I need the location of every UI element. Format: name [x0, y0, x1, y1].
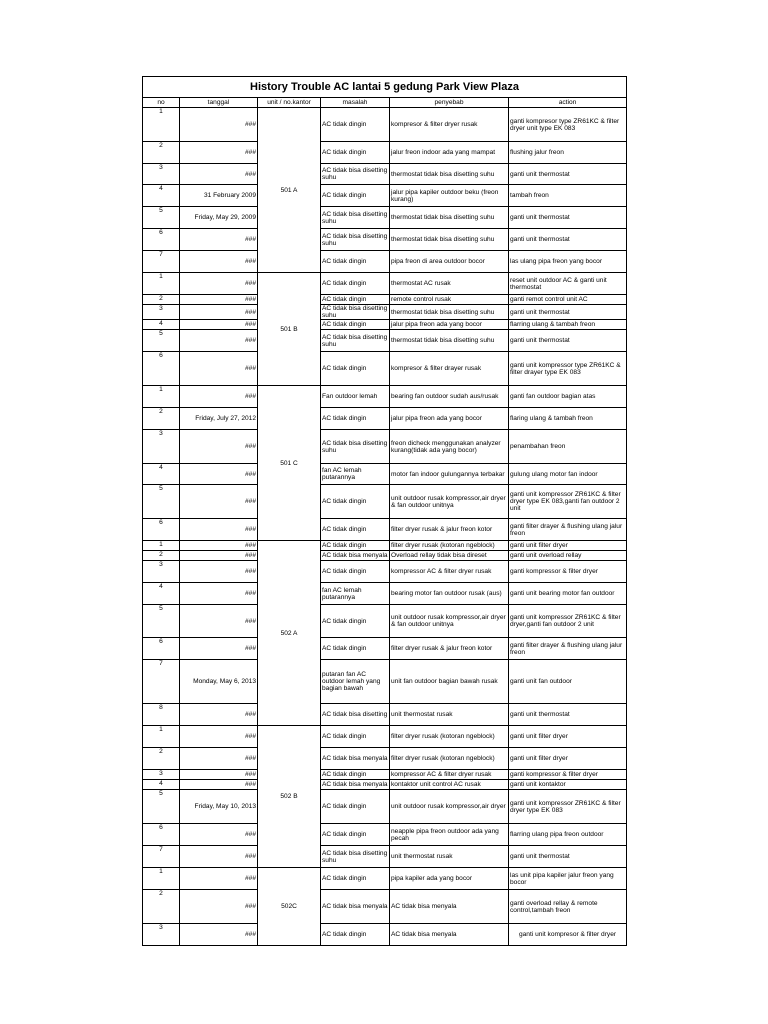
cell-action: ganti unit kompresor & filter dryer	[509, 924, 627, 946]
table-row	[143, 229, 627, 251]
cell-action: ganti unit thermostat	[509, 164, 627, 185]
cell-penyebab: jalur freon indoor ada yang mampat	[390, 142, 509, 164]
table-row	[143, 824, 627, 846]
cell-penyebab: kontaktor unit control AC rusak	[390, 780, 509, 790]
cell-tanggal: ###	[180, 551, 258, 561]
cell-action: ganti unit thermostat	[509, 207, 627, 229]
cell-masalah: AC tidak dingin	[321, 485, 390, 519]
table-row	[143, 551, 627, 561]
cell-tanggal: ###	[180, 295, 258, 305]
cell-tanggal: ###	[180, 561, 258, 583]
cell-no: 4	[143, 185, 180, 207]
table-row	[143, 185, 627, 207]
cell-no: 1	[143, 726, 180, 748]
cell-action: ganti unit kompressor ZR61KC & filter dryer type EK 083	[509, 790, 627, 824]
cell-masalah: AC tidak dingin	[321, 273, 390, 295]
cell-penyebab: thermostat tidak bisa disetting suhu	[390, 305, 509, 320]
cell-no: 2	[143, 551, 180, 561]
table-row	[143, 790, 627, 824]
table-row	[143, 330, 627, 352]
cell-penyebab: unit outdoor rusak kompressor,air dryer & fan outdoor unitnya	[390, 605, 509, 638]
cell-action: ganti unit filter dryer	[509, 726, 627, 748]
cell-penyebab: kompresor & filter drayer rusak	[390, 352, 509, 386]
cell-action: ganti unit filter dryer	[509, 748, 627, 770]
cell-tanggal: ###	[180, 273, 258, 295]
cell-tanggal: ###	[180, 868, 258, 890]
table-row	[143, 704, 627, 726]
cell-action: ganti fan outdoor bagian atas	[509, 386, 627, 408]
cell-masalah: AC tidak dingin	[321, 605, 390, 638]
cell-no: 3	[143, 924, 180, 946]
cell-penyebab: thermostat tidak bisa disetting suhu	[390, 164, 509, 185]
cell-masalah: AC tidak bisa disetting suhu	[321, 846, 390, 868]
title-row	[143, 77, 627, 98]
cell-penyebab: AC tidak bisa menyala	[390, 890, 509, 924]
trouble-history-table	[142, 76, 627, 946]
cell-action: ganti unit kompressor ZR61KC & filter dryer,ganti fan outdoor 2 unit	[509, 605, 627, 638]
cell-masalah: Fan outdoor lemah	[321, 386, 390, 408]
cell-action: ganti unit kompressor ZR61KC & filter dryer type EK 083,ganti fan outdoor 2 unit	[509, 485, 627, 519]
cell-tanggal: ###	[180, 386, 258, 408]
table-row	[143, 352, 627, 386]
cell-masalah: AC tidak dingin	[321, 924, 390, 946]
cell-action: ganti filter drayer & flushing ulang jalur freon	[509, 638, 627, 660]
cell-penyebab: filter dryer rusak (kotoran ngeblock)	[390, 541, 509, 551]
cell-tanggal: ###	[180, 770, 258, 780]
cell-no: 1	[143, 868, 180, 890]
cell-unit: 501 C	[258, 386, 321, 541]
table-row	[143, 541, 627, 551]
cell-action: ganti kompressor & filter dryer	[509, 770, 627, 780]
sheet-title: History Trouble AC lantai 5 gedung Park View Plaza	[143, 77, 627, 98]
cell-action: ganti unit thermostat	[509, 305, 627, 320]
cell-action: penambahan freon	[509, 430, 627, 464]
table-row	[143, 638, 627, 660]
header-unit: unit / no.kantor	[258, 98, 321, 108]
table-row	[143, 846, 627, 868]
cell-masalah: AC tidak bisa disetting suhu	[321, 330, 390, 352]
cell-action: ganti unit bearing motor fan outdoor	[509, 583, 627, 605]
table-row	[143, 108, 627, 142]
cell-unit: 501 A	[258, 108, 321, 273]
cell-tanggal: ###	[180, 485, 258, 519]
header-row	[143, 98, 627, 108]
cell-no: 2	[143, 748, 180, 770]
cell-penyebab: kompressor AC & filter dryer rusak	[390, 561, 509, 583]
cell-tanggal: Monday, May 6, 2013	[180, 660, 258, 704]
cell-action: ganti unit thermostat	[509, 229, 627, 251]
cell-no: 5	[143, 790, 180, 824]
cell-penyebab: filter dryer rusak & jalur freon kotor	[390, 519, 509, 541]
cell-action: ganti filter drayer & flushing ulang jalur freon	[509, 519, 627, 541]
cell-no: 3	[143, 305, 180, 320]
cell-masalah: AC tidak dingin	[321, 770, 390, 780]
cell-tanggal: ###	[180, 541, 258, 551]
cell-action: ganti unit filter dryer	[509, 541, 627, 551]
cell-no: 4	[143, 583, 180, 605]
cell-penyebab: filter dryer rusak (kotoran ngeblock)	[390, 726, 509, 748]
cell-penyebab: bearing fan outdoor sudah aus/rusak	[390, 386, 509, 408]
cell-masalah: AC tidak dingin	[321, 790, 390, 824]
cell-no: 3	[143, 430, 180, 464]
cell-penyebab: pipa freon di area outdoor bocor	[390, 251, 509, 273]
cell-action: ganti unit kompressor type ZR61KC & filter drayer type EK 083	[509, 352, 627, 386]
cell-unit: 502C	[258, 868, 321, 946]
cell-no: 2	[143, 295, 180, 305]
cell-masalah: AC tidak bisa disetting suhu	[321, 207, 390, 229]
cell-tanggal: ###	[180, 605, 258, 638]
cell-no: 1	[143, 386, 180, 408]
cell-no: 7	[143, 251, 180, 273]
header-masalah: masalah	[321, 98, 390, 108]
cell-action: ganti unit overload rellay	[509, 551, 627, 561]
table-row	[143, 164, 627, 185]
cell-tanggal: ###	[180, 780, 258, 790]
cell-tanggal: ###	[180, 330, 258, 352]
cell-action: flarring ulang & tambah freon	[509, 320, 627, 330]
cell-no: 2	[143, 408, 180, 430]
cell-action: ganti kompresor type ZR61KC & filter dryer unit type EK 083	[509, 108, 627, 142]
cell-no: 6	[143, 352, 180, 386]
cell-tanggal: ###	[180, 846, 258, 868]
trouble-history-sheet	[142, 76, 626, 946]
cell-masalah: AC tidak bisa disetting suhu	[321, 430, 390, 464]
cell-action: ganti kompressor & filter dryer	[509, 561, 627, 583]
cell-unit: 501 B	[258, 273, 321, 386]
table-row	[143, 273, 627, 295]
cell-penyebab: jalur pipa freon ada yang bocor	[390, 408, 509, 430]
cell-penyebab: neapple pipa freon outdoor ada yang pecah	[390, 824, 509, 846]
cell-no: 7	[143, 846, 180, 868]
cell-action: ganti unit fan outdoor	[509, 660, 627, 704]
cell-masalah: AC tidak dingin	[321, 320, 390, 330]
cell-penyebab: bearing motor fan outdoor rusak (aus)	[390, 583, 509, 605]
cell-penyebab: unit thermostat rusak	[390, 704, 509, 726]
cell-no: 8	[143, 704, 180, 726]
table-row	[143, 660, 627, 704]
cell-tanggal: ###	[180, 229, 258, 251]
cell-masalah: fan AC lemah putarannya	[321, 464, 390, 485]
header-penyebab: penyebab	[390, 98, 509, 108]
cell-masalah: AC tidak dingin	[321, 352, 390, 386]
table-row	[143, 408, 627, 430]
cell-masalah: AC tidak dingin	[321, 541, 390, 551]
cell-no: 3	[143, 164, 180, 185]
cell-masalah: AC tidak dingin	[321, 185, 390, 207]
cell-masalah: putaran fan AC outdoor lemah yang bagian bawah	[321, 660, 390, 704]
cell-no: 6	[143, 638, 180, 660]
cell-unit: 502 A	[258, 541, 321, 726]
cell-action: ganti remot control unit AC	[509, 295, 627, 305]
table-row	[143, 320, 627, 330]
cell-penyebab: motor fan indoor gulungannya terbakar	[390, 464, 509, 485]
cell-tanggal: Friday, May 10, 2013	[180, 790, 258, 824]
cell-no: 4	[143, 780, 180, 790]
cell-action: flushing jalur freon	[509, 142, 627, 164]
cell-action: flarring ulang pipa freon outdoor	[509, 824, 627, 846]
cell-tanggal: ###	[180, 924, 258, 946]
cell-tanggal: ###	[180, 824, 258, 846]
cell-no: 1	[143, 541, 180, 551]
cell-masalah: AC tidak dingin	[321, 726, 390, 748]
cell-tanggal: ###	[180, 142, 258, 164]
cell-masalah: AC tidak bisa menyala	[321, 890, 390, 924]
cell-masalah: AC tidak dingin	[321, 561, 390, 583]
table-row	[143, 890, 627, 924]
cell-penyebab: Overload rellay tidak bisa direset	[390, 551, 509, 561]
table-row	[143, 583, 627, 605]
cell-tanggal: ###	[180, 519, 258, 541]
cell-tanggal: Friday, July 27, 2012	[180, 408, 258, 430]
cell-tanggal: ###	[180, 726, 258, 748]
cell-masalah: AC tidak dingin	[321, 408, 390, 430]
cell-action: tambah freon	[509, 185, 627, 207]
cell-tanggal: ###	[180, 320, 258, 330]
cell-action: gulung ulang motor fan indoor	[509, 464, 627, 485]
cell-no: 5	[143, 330, 180, 352]
cell-no: 4	[143, 320, 180, 330]
table-row	[143, 430, 627, 464]
table-row	[143, 386, 627, 408]
cell-tanggal: ###	[180, 464, 258, 485]
header-no: no	[143, 98, 180, 108]
cell-no: 6	[143, 519, 180, 541]
cell-masalah: AC tidak dingin	[321, 868, 390, 890]
cell-no: 1	[143, 108, 180, 142]
cell-tanggal: ###	[180, 583, 258, 605]
cell-penyebab: filter dryer rusak (kotoran ngeblock)	[390, 748, 509, 770]
cell-no: 5	[143, 605, 180, 638]
cell-tanggal: ###	[180, 638, 258, 660]
cell-tanggal: ###	[180, 890, 258, 924]
table-row	[143, 726, 627, 748]
cell-no: 5	[143, 485, 180, 519]
cell-masalah: AC tidak dingin	[321, 142, 390, 164]
cell-penyebab: thermostat tidak bisa disetting suhu	[390, 229, 509, 251]
header-action: action	[509, 98, 627, 108]
cell-masalah: AC tidak bisa menyala	[321, 748, 390, 770]
cell-no: 6	[143, 229, 180, 251]
cell-masalah: AC tidak dingin	[321, 108, 390, 142]
cell-tanggal: ###	[180, 164, 258, 185]
cell-penyebab: thermostat tidak bisa disetting suhu	[390, 330, 509, 352]
cell-tanggal: ###	[180, 352, 258, 386]
cell-masalah: AC tidak dingin	[321, 519, 390, 541]
cell-penyebab: unit thermostat rusak	[390, 846, 509, 868]
cell-no: 5	[143, 207, 180, 229]
cell-tanggal: ###	[180, 108, 258, 142]
header-tanggal: tanggal	[180, 98, 258, 108]
table-row	[143, 748, 627, 770]
cell-tanggal: 31 February 2009	[180, 185, 258, 207]
cell-penyebab: AC tidak bisa menyala	[390, 924, 509, 946]
cell-penyebab: kompresor & filter dryer rusak	[390, 108, 509, 142]
cell-tanggal: ###	[180, 305, 258, 320]
cell-no: 7	[143, 660, 180, 704]
cell-action: flaring ulang & tambah freon	[509, 408, 627, 430]
cell-masalah: fan AC lemah putarannya	[321, 583, 390, 605]
table-row	[143, 305, 627, 320]
cell-masalah: AC tidak dingin	[321, 295, 390, 305]
cell-tanggal: ###	[180, 748, 258, 770]
cell-tanggal: ###	[180, 704, 258, 726]
cell-action: las ulang pipa freon yang bocor	[509, 251, 627, 273]
cell-penyebab: freon dicheck menggunakan analyzer kurang(tidak ada yang bocor)	[390, 430, 509, 464]
cell-action: ganti unit thermostat	[509, 846, 627, 868]
cell-no: 4	[143, 464, 180, 485]
table-row	[143, 464, 627, 485]
cell-penyebab: thermostat tidak bisa disetting suhu	[390, 207, 509, 229]
cell-action: ganti overload rellay & remote control,tambah freon	[509, 890, 627, 924]
cell-masalah: AC tidak dingin	[321, 824, 390, 846]
table-body	[143, 108, 627, 946]
cell-tanggal: Friday, May 29, 2009	[180, 207, 258, 229]
table-row	[143, 207, 627, 229]
cell-penyebab: thermostat AC rusak	[390, 273, 509, 295]
cell-masalah: AC tidak bisa disetting suhu	[321, 229, 390, 251]
cell-masalah: AC tidak bisa disetting suhu	[321, 305, 390, 320]
cell-masalah: AC tidak bisa menyala	[322, 781, 388, 788]
cell-masalah: AC tidak bisa disetting suhu	[321, 164, 390, 185]
cell-masalah: AC tidak dingin	[321, 638, 390, 660]
cell-no: 3	[143, 770, 180, 780]
cell-penyebab: filter dryer rusak & jalur freon kotor	[390, 638, 509, 660]
table-row	[143, 605, 627, 638]
cell-no: 1	[143, 273, 180, 295]
cell-no: 2	[143, 142, 180, 164]
cell-no: 3	[143, 561, 180, 583]
cell-penyebab: unit outdoor rusak kompressor,air dryer	[390, 790, 509, 824]
cell-penyebab: remote control rusak	[390, 295, 509, 305]
cell-unit: 502 B	[258, 726, 321, 868]
cell-action: las unit pipa kapiler jalur freon yang bocor	[509, 868, 627, 890]
cell-penyebab: unit fan outdoor bagian bawah rusak	[390, 660, 509, 704]
cell-action: ganti unit kontaktor	[509, 780, 627, 790]
table-row	[143, 142, 627, 164]
cell-penyebab: unit outdoor rusak kompressor,air dryer & fan outdoor unitnya	[390, 485, 509, 519]
table-row	[143, 251, 627, 273]
table-row	[143, 924, 627, 946]
cell-tanggal: ###	[180, 430, 258, 464]
table-row	[143, 295, 627, 305]
cell-no: 6	[143, 824, 180, 846]
cell-penyebab: jalur pipa freon ada yang bocor	[390, 320, 509, 330]
cell-penyebab: pipa kapiler ada yang bocor	[390, 868, 509, 890]
table-row	[143, 485, 627, 519]
cell-action: reset unit outdoor AC & ganti unit thermostat	[509, 273, 627, 295]
cell-no: 2	[143, 890, 180, 924]
cell-penyebab: kompressor AC & filter dryer rusak	[390, 770, 509, 780]
table-row	[143, 770, 627, 780]
table-row	[143, 868, 627, 890]
table-row	[143, 780, 627, 790]
cell-masalah: AC tidak bisa menyala	[322, 552, 388, 559]
cell-masalah: AC tidak bisa disetting	[321, 704, 390, 726]
cell-action: ganti unit thermostat	[509, 330, 627, 352]
table-row	[143, 561, 627, 583]
table-row	[143, 519, 627, 541]
cell-tanggal: ###	[180, 251, 258, 273]
cell-penyebab: jalur pipa kapiler outdoor beku (freon kurang)	[390, 185, 509, 207]
cell-action: ganti unit thermostat	[509, 704, 627, 726]
cell-masalah: AC tidak dingin	[321, 251, 390, 273]
